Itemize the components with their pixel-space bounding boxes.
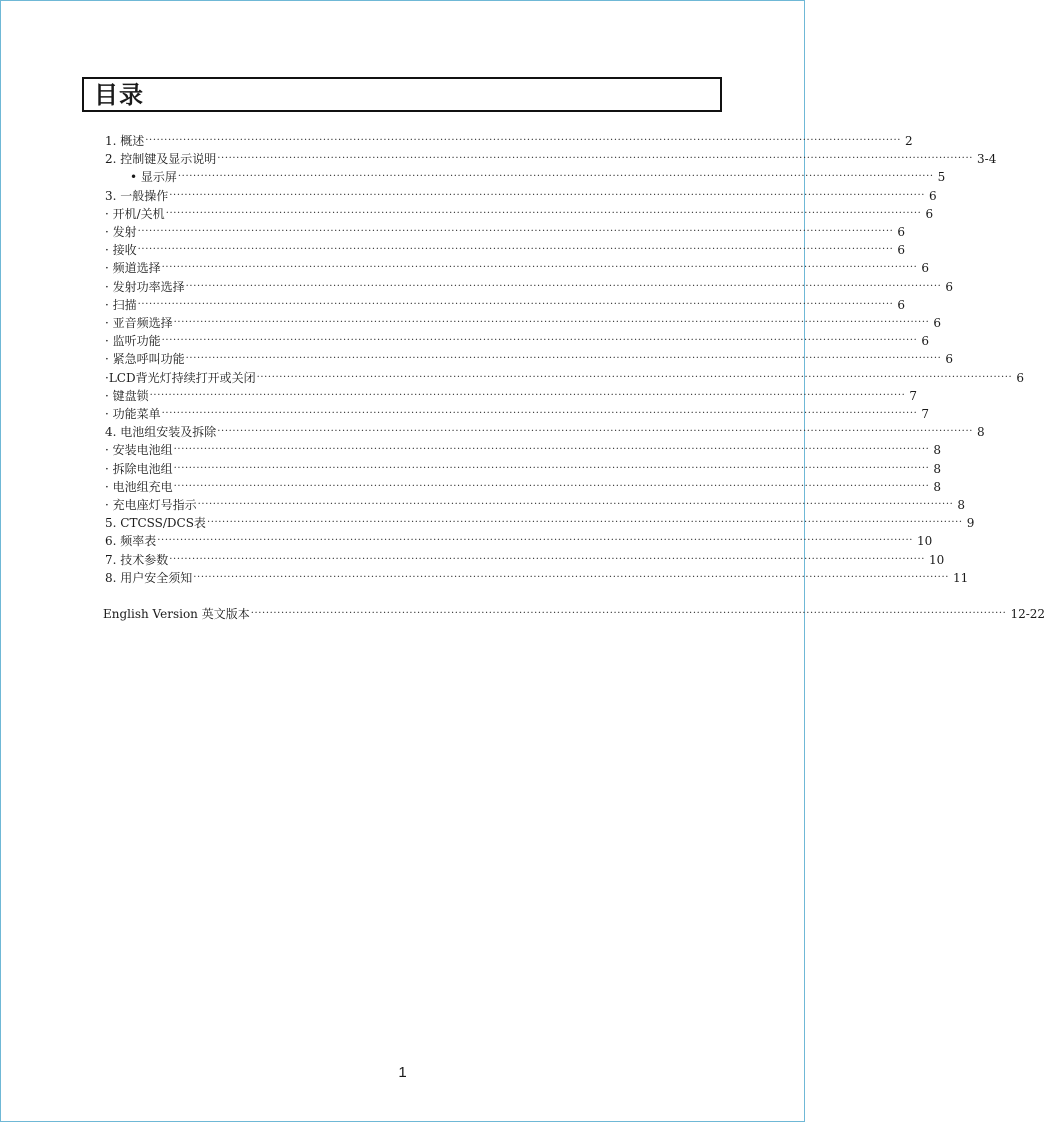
dot-leader: ········································································································································································································ [217, 153, 974, 165]
toc-entry-label: · 频道选择 [105, 261, 161, 276]
toc-entry-label: 6. 频率表 [105, 534, 157, 549]
toc-entry [105, 460, 942, 478]
toc-entry [105, 187, 937, 205]
toc-entry [105, 514, 975, 532]
toc-entry [105, 223, 906, 241]
toc-entry-page: 8 [933, 443, 942, 458]
toc-entry-page: 8 [933, 461, 942, 476]
toc-entry [105, 241, 906, 259]
toc-entry-label: ·LCD背光灯持续打开或关闭 [105, 370, 256, 385]
dot-leader: ········································································································································································································ [145, 135, 902, 146]
toc-entry-page: 3-4 [977, 152, 997, 167]
toc-entry-label: · 开机/关机 [105, 206, 165, 221]
toc-entry [105, 350, 954, 368]
title-box [82, 77, 722, 112]
toc-entry-label: • 显示屏 [130, 170, 177, 185]
toc-entry-page: 6 [921, 334, 930, 349]
toc-entry-label: · 安装电池组 [105, 443, 173, 458]
toc-entry [105, 478, 942, 496]
toc-entry-page: 6 [933, 316, 942, 330]
toc-entry [105, 441, 942, 459]
dot-leader: ········································································································································································································ [173, 480, 930, 492]
toc-entry [105, 569, 969, 587]
toc-entry-page: 6 [897, 297, 906, 312]
toc-entry-page: 8 [957, 498, 966, 512]
toc-entry-label: · 电池组充电 [105, 479, 173, 494]
toc-entry [105, 332, 930, 350]
toc-entry-label: · 键盘锁 [105, 388, 149, 403]
dot-leader: ········································································································································································································ [161, 335, 918, 347]
toc-entry [105, 314, 942, 332]
toc-entry [105, 296, 906, 314]
toc-entry-page: 6 [945, 352, 954, 367]
page-number: 1 [398, 1064, 407, 1081]
toc-entry-page: 8 [933, 479, 942, 494]
dot-leader: ········································································································································································································ [161, 262, 918, 274]
toc-entry-page: 6 [945, 279, 954, 294]
dot-leader: ········································································································································································································ [193, 571, 950, 583]
toc-entry-label: · 功能菜单 [105, 407, 161, 421]
toc-entry-page: 6 [921, 261, 930, 276]
dot-leader: ········································································································································································································ [169, 553, 926, 565]
toc-entry-label: · 监听功能 [105, 334, 161, 349]
toc-entry [105, 278, 954, 296]
toc-entry [105, 551, 945, 569]
toc-entry [105, 259, 930, 277]
toc-entry [105, 405, 930, 423]
toc-entry-page: 7 [921, 407, 930, 421]
dot-leader: ········································································································································································································ [217, 426, 974, 438]
toc-entry [105, 387, 918, 405]
toc-entry-page: 7 [909, 388, 918, 403]
toc-entry [105, 150, 997, 168]
dot-leader: ········································································································································································································ [149, 389, 906, 401]
toc-entry-page: 10 [929, 552, 945, 567]
toc-entry-page: 8 [977, 425, 985, 440]
toc-entry-page: 6 [925, 206, 934, 221]
dot-leader: ········································································································································································································ [165, 207, 922, 219]
dot-leader: ········································································································································································································ [137, 244, 894, 256]
toc-entry-page: 10 [917, 534, 933, 549]
dot-leader: ········································································································································································································ [177, 171, 934, 183]
toc-entry-page: 11 [953, 570, 969, 585]
toc-entry-label: · 扫描 [105, 297, 137, 312]
dot-leader: ········································································································································································································ [206, 517, 963, 529]
dot-leader: ········································································································································································································ [169, 189, 926, 201]
dot-leader: ········································································································································································································ [250, 608, 1007, 619]
toc-entry-label: 7. 技术参数 [105, 552, 169, 567]
dot-leader: ········································································································································································································ [197, 499, 954, 510]
toc-entry-label: · 发射 [105, 225, 137, 239]
toc-entry [105, 423, 985, 441]
dot-leader: ········································································································································································································ [185, 280, 942, 292]
toc-entry-page: 2 [905, 134, 913, 148]
toc-entry-label: · 充电座灯号指示 [105, 498, 197, 512]
toc-entry [105, 532, 933, 550]
toc-entry-label: 3. 一般操作 [105, 188, 169, 203]
dot-leader: ········································································································································································································ [137, 226, 894, 237]
toc-entry-label: 4. 电池组安装及拆除 [105, 425, 217, 440]
toc-entry-label: English Version 英文版本 [103, 607, 250, 621]
page-title: 目录 [94, 81, 144, 109]
dot-leader: ········································································································································································································ [173, 317, 930, 328]
dot-leader: ········································································································································································································ [256, 371, 1013, 383]
toc-entry-page: 6 [897, 225, 906, 239]
toc-entry-page: 6 [897, 243, 906, 258]
toc-entry-page: 12-22 [1010, 607, 1045, 621]
toc-entry-page: 6 [1016, 370, 1024, 385]
toc-entry-label: 5. CTCSS/DCS表 [105, 516, 206, 531]
toc-entry-label: 8. 用户安全须知 [105, 570, 193, 585]
dot-leader: ········································································································································································································ [137, 298, 894, 310]
toc-entry-page: 6 [929, 188, 937, 203]
toc-entry-label: · 接收 [105, 243, 137, 258]
toc-entry-label: · 拆除电池组 [105, 461, 173, 476]
toc-entry-label: 1. 概述 [105, 134, 145, 148]
dot-leader: ········································································································································································································ [173, 444, 930, 456]
dot-leader: ········································································································································································································ [157, 535, 914, 547]
dot-leader: ········································································································································································································ [173, 462, 930, 474]
toc-entry [105, 369, 1024, 387]
dot-leader: ········································································································································································································ [161, 408, 918, 419]
toc-entry [103, 605, 1045, 623]
toc-entry-label: 2. 控制键及显示说明 [105, 152, 217, 167]
toc-entry [105, 205, 934, 223]
toc-entry-label: · 亚音频选择 [105, 316, 173, 330]
toc-entry [105, 496, 966, 514]
toc-entry [105, 132, 913, 150]
toc-entry [130, 168, 946, 186]
toc-entry-page: 9 [966, 516, 975, 531]
toc-entry-page: 5 [937, 170, 946, 185]
dot-leader: ········································································································································································································ [185, 353, 942, 365]
toc-entry-label: · 发射功率选择 [105, 279, 185, 294]
toc-entry-label: · 紧急呼叫功能 [105, 352, 185, 367]
